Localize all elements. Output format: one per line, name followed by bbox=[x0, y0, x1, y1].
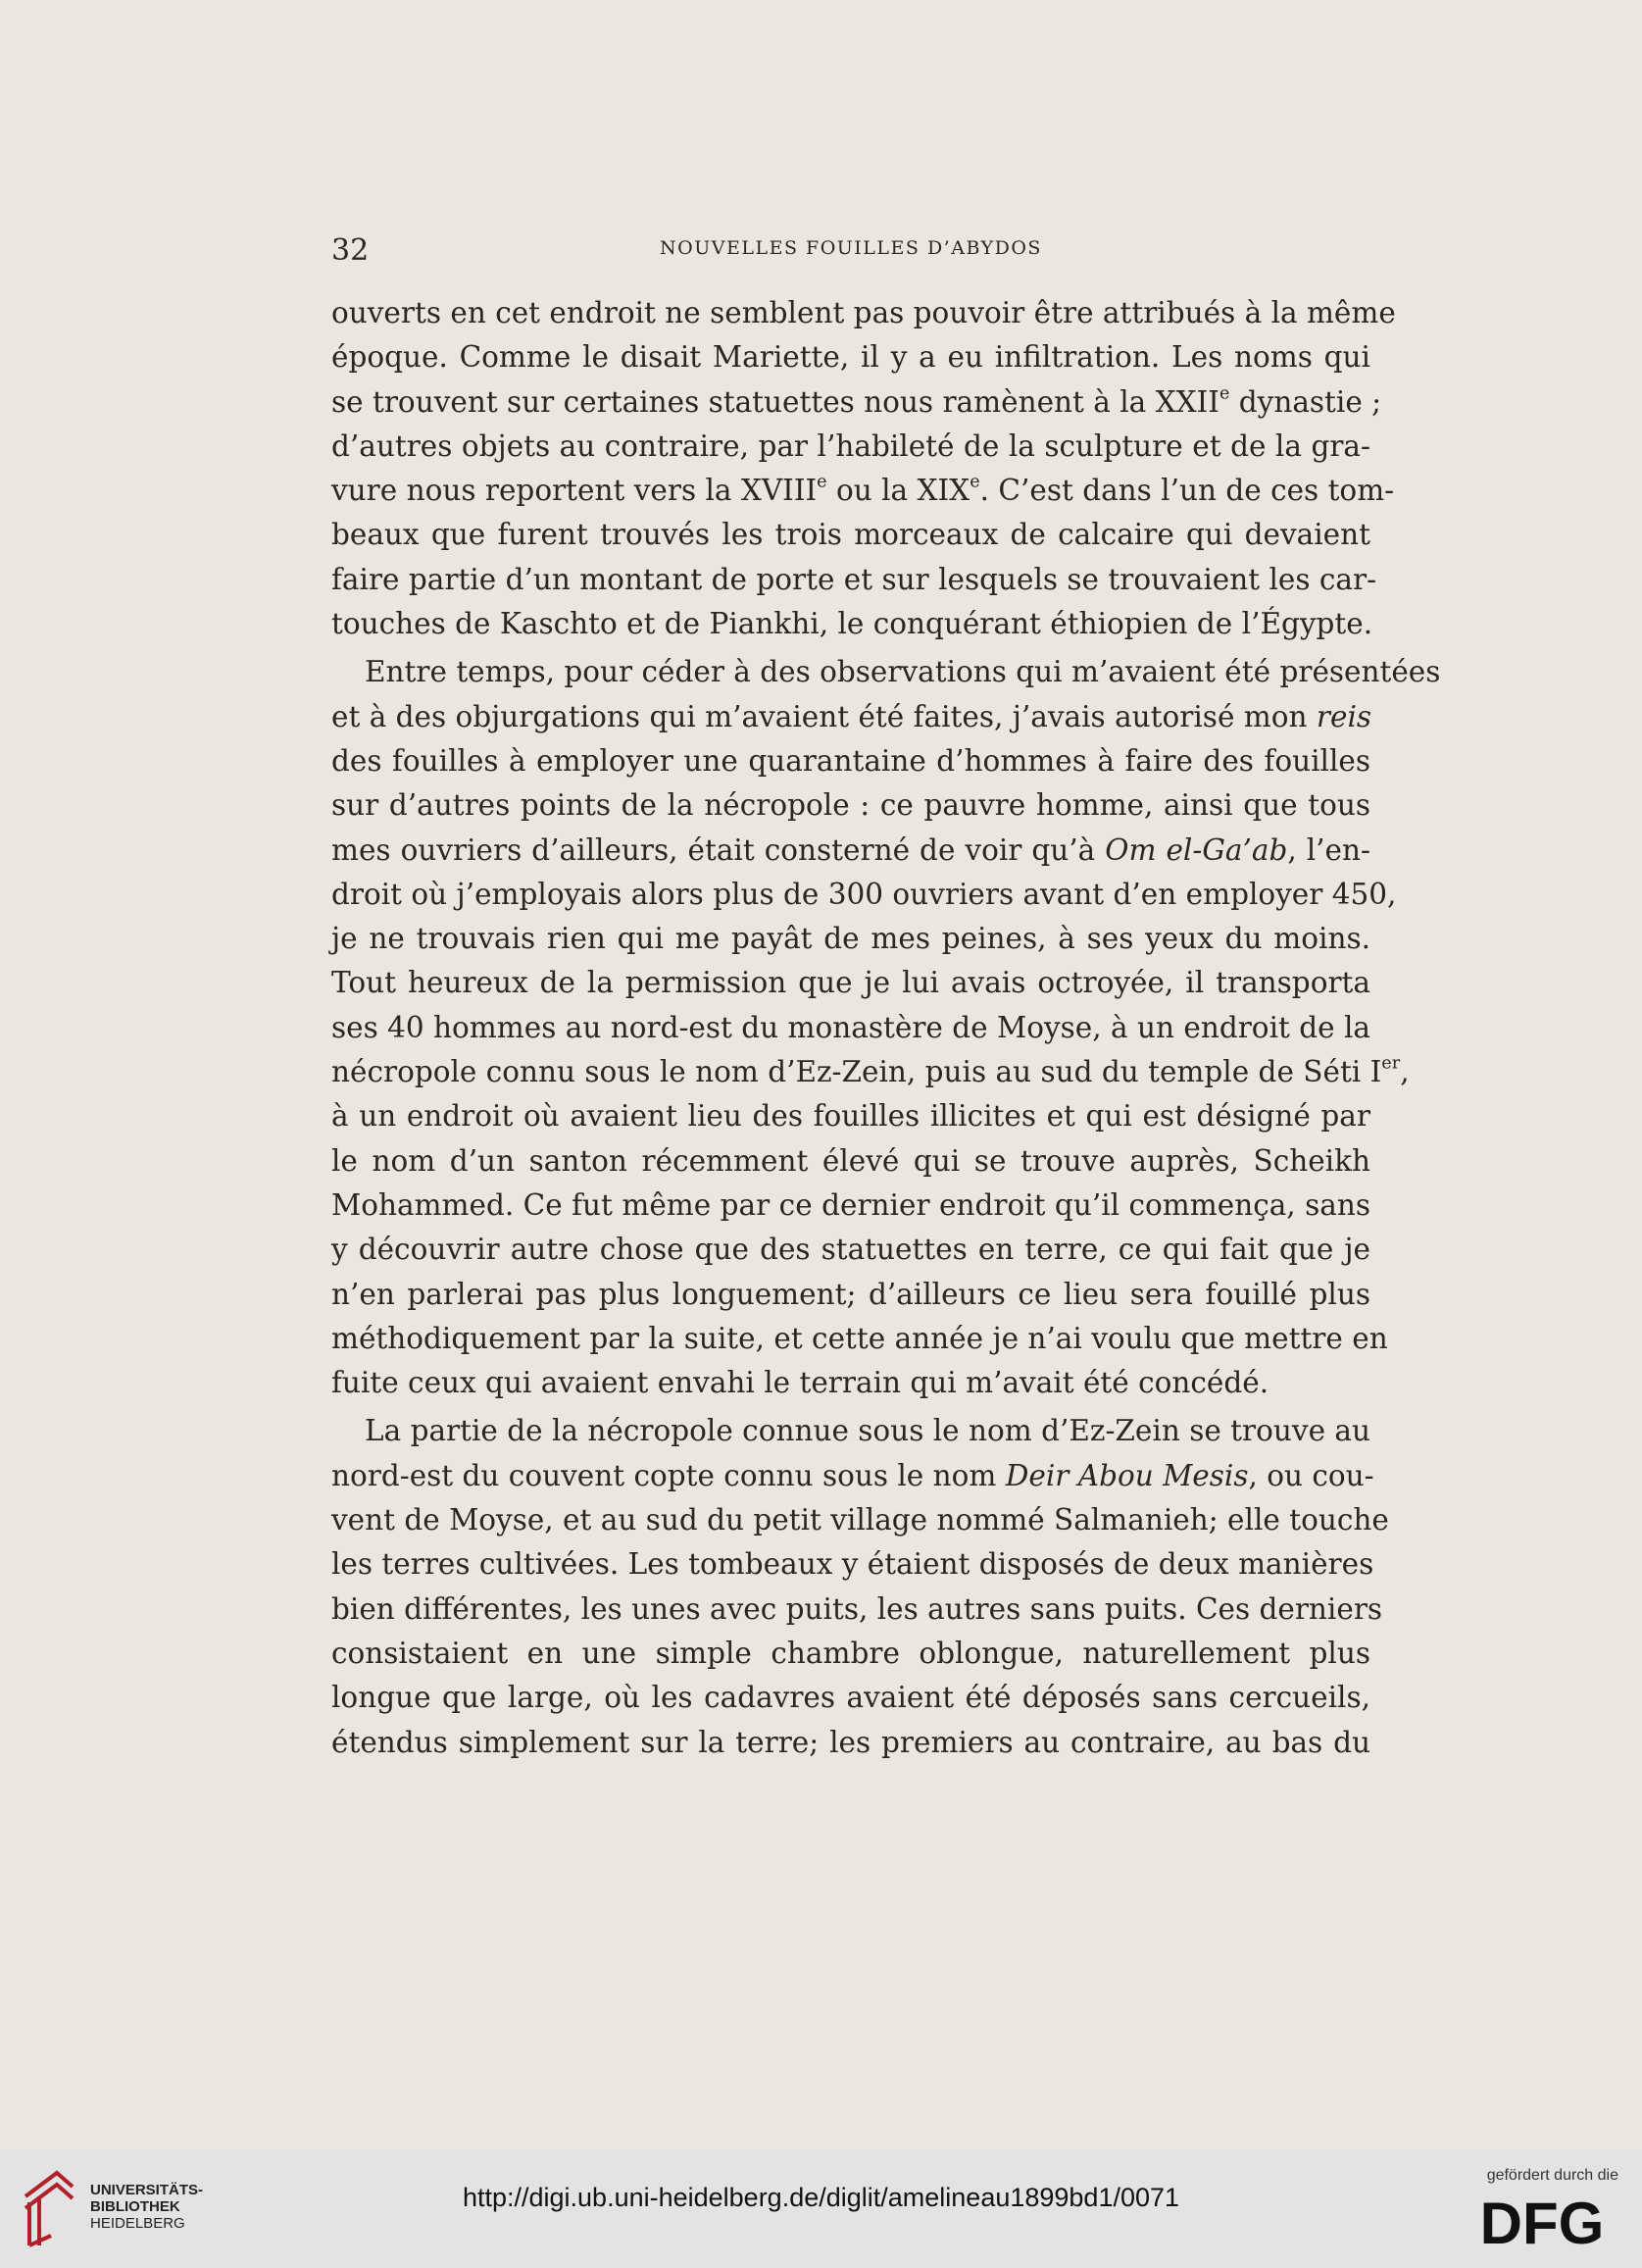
text-line: se trouvent sur certaines statuettes nous ramènent à la XXIIe dynastie ; bbox=[331, 383, 1382, 419]
text-line: bien différentes, les unes avec puits, les autres sans puits. Ces derniers bbox=[331, 1591, 1383, 1626]
text-line: y découvrir autre chose que des statuettes en terre, ce qui fait que je bbox=[331, 1233, 1370, 1267]
text-line: des fouilles à employer une quarantaine d’hommes à faire des fouilles bbox=[331, 743, 1370, 778]
text-line: méthodiquement par la suite, et cette année je n’ai voulu que mettre en bbox=[331, 1321, 1388, 1355]
page-number: 32 bbox=[331, 233, 370, 268]
body-text bbox=[331, 291, 1441, 1765]
text-line: vure nous reportent vers la XVIIIe ou la XIXe. C’est dans l’un de ces tom- bbox=[331, 472, 1395, 508]
text-line: mes ouvriers d’ailleurs, était consterné de voir qu’à Om el-Ga’ab, l’en- bbox=[331, 832, 1370, 867]
text-line: d’autres objets au contraire, par l’habileté de la sculpture et de la gra- bbox=[331, 428, 1370, 463]
svg-text:DFG: DFG bbox=[1479, 2191, 1605, 2251]
text-line: le nom d’un santon récemment élevé qui se trouve auprès, Scheikh bbox=[331, 1143, 1370, 1178]
text-line: à un endroit où avaient lieu des fouilles illicites et qui est désigné par bbox=[331, 1099, 1370, 1134]
text-line: beaux que furent trouvés les trois morceaux de calcaire qui devaient bbox=[331, 518, 1370, 552]
running-title: NOUVELLES FOUILLES D’ABYDOS bbox=[660, 237, 1042, 259]
text-line: ouverts en cet endroit ne semblent pas pouvoir être attribués à la même bbox=[331, 296, 1396, 329]
text-line: nord-est du couvent copte connu sous le nom Deir Abou Mesis, ou cou- bbox=[331, 1458, 1374, 1492]
text-line: faire partie d’un montant de porte et sur lesquels se trouvaient les car- bbox=[331, 562, 1377, 596]
dfg-logo-icon bbox=[1464, 2191, 1620, 2251]
text-line: je ne trouvais rien qui me payât de mes peines, à ses yeux du moins. bbox=[331, 922, 1370, 956]
text-line: Tout heureux de la permission que je lui avais octroyée, il transporta bbox=[331, 966, 1370, 1000]
text-line: et à des objurgations qui m’avaient été faites, j’avais autorisé mon reis bbox=[331, 699, 1372, 733]
text-line: époque. Comme le disait Mariette, il y a eu infiltration. Les noms qui bbox=[331, 340, 1370, 375]
digital-object-link[interactable]: http://digi.ub.uni-heidelberg.de/diglit/amelineau1899bd1/0071 bbox=[462, 2183, 1180, 2212]
text-line: n’en parlerai pas plus longuement; d’ailleurs ce lieu sera fouillé plus bbox=[331, 1277, 1370, 1311]
text-line: vent de Moyse, et au sud du petit village nommé Salmanieh; elle touche bbox=[331, 1503, 1389, 1537]
text-line: les terres cultivées. Les tombeaux y étaient disposés de deux manières bbox=[331, 1547, 1374, 1582]
library-name: UNIVERSITÄTS- BIBLIOTHEK HEIDELBERG bbox=[90, 2182, 204, 2232]
text-line: Entre temps, pour céder à des observations qui m’avaient été présentées bbox=[365, 655, 1441, 689]
text-line: droit où j’employais alors plus de 300 ouvriers avant d’en employer 450, bbox=[331, 877, 1397, 911]
text-line: touches de Kaschto et de Piankhi, le conquérant éthiopien de l’Égypte. bbox=[331, 607, 1373, 641]
text-line: consistaient en une simple chambre oblongue, naturellement plus bbox=[331, 1636, 1370, 1670]
text-line: sur d’autres points de la nécropole : ce pauvre homme, ainsi que tous bbox=[331, 788, 1370, 823]
text-line: étendus simplement sur la terre; les premiers au contraire, au bas du bbox=[331, 1725, 1370, 1759]
running-head bbox=[331, 233, 1370, 273]
text-line: fuite ceux qui avaient envahi le terrain qui m’avait été concédé. bbox=[331, 1366, 1269, 1400]
text-line: La partie de la nécropole connue sous le nom d’Ez-Zein se trouve au bbox=[365, 1414, 1370, 1448]
text-line: ses 40 hommes au nord-est du monastère de Moyse, à un endroit de la bbox=[331, 1010, 1370, 1044]
text-line: nécropole connu sous le nom d’Ez-Zein, puis au sud du temple de Séti Ier, bbox=[331, 1053, 1410, 1089]
text-line: longue que large, où les cadavres avaient été déposés sans cercueils, bbox=[331, 1681, 1370, 1715]
funder-label: gefördert durch die bbox=[1486, 2167, 1618, 2184]
footer-bar bbox=[0, 2149, 1642, 2268]
text-line: Mohammed. Ce fut même par ce dernier endroit qu’il commença, sans bbox=[331, 1187, 1370, 1222]
